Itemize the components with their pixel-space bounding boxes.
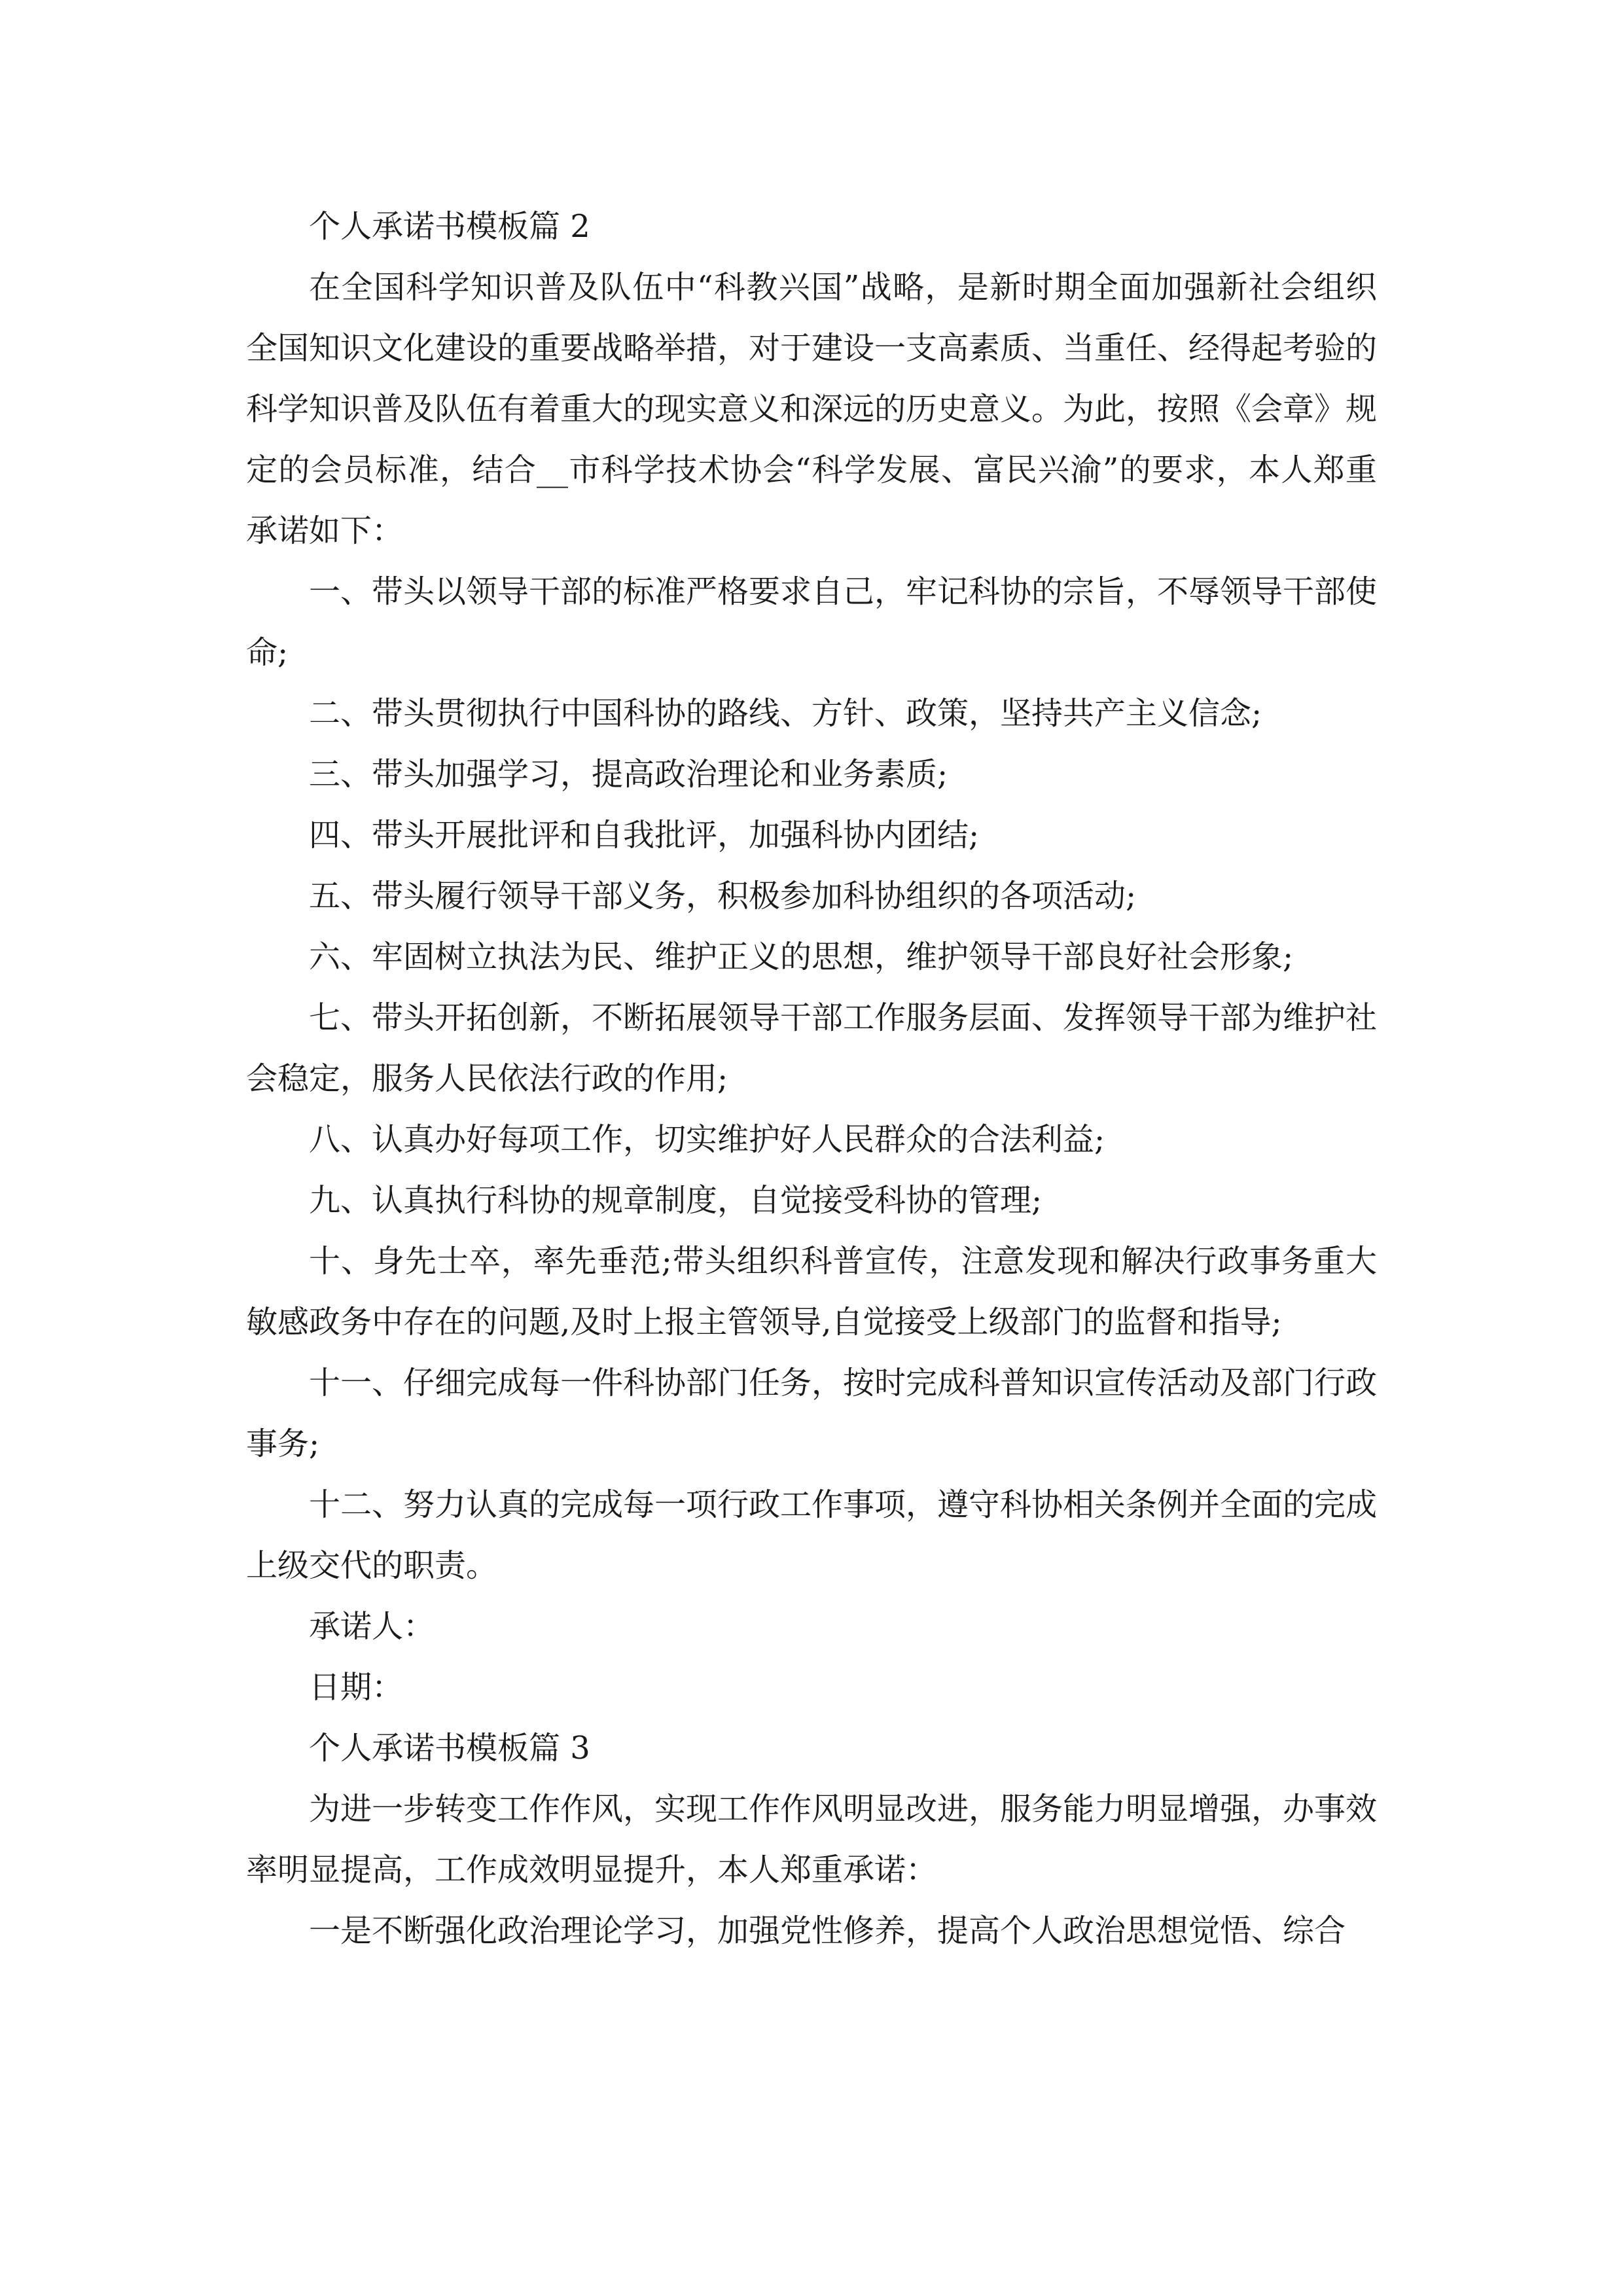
commitment-item-8: 八、认真办好每项工作，切实维护好人民群众的合法利益;: [309, 1121, 1105, 1158]
commitment-item-10: 十、身先士卒，率先垂范;带头组织科普宣传，注意发现和解决行政事务重大敏感政务中存在的问题,及时上报主管领导,自觉接受上级部门的监督和指导;: [246, 1243, 1377, 1340]
section-3-heading: 个人承诺书模板篇 3: [309, 1730, 590, 1767]
section-2-intro: 在全国科学知识普及队伍中“科教兴国”战略，是新时期全面加强新社会组织全国知识文化建设的重要战略举措，对于建设一支高素质、当重任、经得起考验的科学知识普及队伍有着重大的现实意义和深远的历史意义。为此，按照《会章》规定的会员标准，结合__市科学技术协会“科学发展、富民兴渝”的要求，本人郑重承诺如下：: [246, 269, 1378, 549]
commitment-item-3: 三、带头加强学习，提高政治理论和业务素质;: [309, 756, 948, 793]
section-3-intro: 为进一步转变工作作风，实现工作作风明显改进，服务能力明显增强，办事效率明显提高，工作成效明显提升，本人郑重承诺：: [246, 1791, 1378, 1888]
commitment-item-12: 十二、努力认真的完成每一项行政工作事项，遵守科协相关条例并全面的完成上级交代的职责。: [246, 1486, 1378, 1584]
date-label: 日期：: [309, 1669, 404, 1706]
document-body: [246, 196, 1377, 1962]
commitment-item-11: 十一、仔细完成每一件科协部门任务，按时完成科普知识宣传活动及部门行政事务;: [246, 1365, 1378, 1462]
commitment-item-1: 一、带头以领导干部的标准严格要求自己，牢记科协的宗旨，不辱领导干部使命;: [246, 573, 1378, 671]
section-2-heading: 个人承诺书模板篇 2: [309, 208, 590, 245]
commitment-item-6: 六、牢固树立执法为民、维护正义的思想，维护领导干部良好社会形象;: [309, 939, 1294, 975]
commitment-item-7: 七、带头开拓创新，不断拓展领导干部工作服务层面、发挥领导干部为维护社会稳定，服务人民依法行政的作用;: [246, 999, 1378, 1097]
section-3-first-item: 一是不断强化政治理论学习，加强党性修养，提高个人政治思想觉悟、综合: [309, 1912, 1346, 1949]
commitment-item-2: 二、带头贯彻执行中国科协的路线、方针、政策，坚持共产主义信念;: [309, 695, 1262, 732]
signer-label: 承诺人：: [309, 1608, 435, 1645]
commitment-item-9: 九、认真执行科协的规章制度，自觉接受科协的管理;: [309, 1182, 1043, 1219]
commitment-item-4: 四、带头开展批评和自我批评，加强科协内团结;: [309, 817, 980, 853]
commitment-item-5: 五、带头履行领导干部义务，积极参加科协组织的各项活动;: [309, 878, 1137, 914]
